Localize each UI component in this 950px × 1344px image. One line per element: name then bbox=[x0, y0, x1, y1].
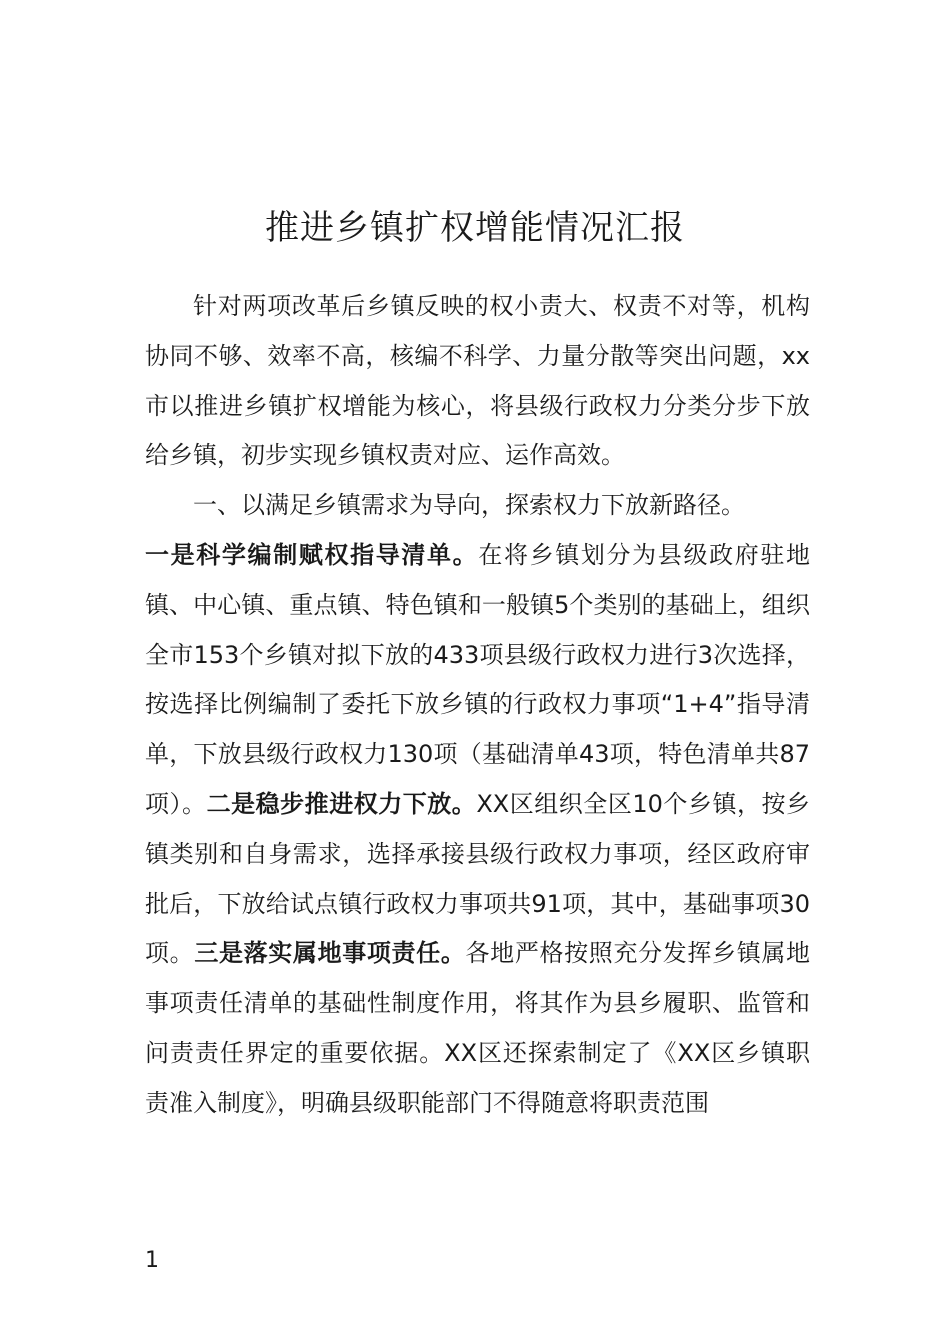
intro-paragraph: 针对两项改革后乡镇反映的权小责大、权责不对等，机构协同不够、效率不高，核编不科学、力量分散等突出问题，xx市以推进乡镇扩权增能为核心，将县级行政权力分类分步下放给乡镇，初步实现乡镇权责对应、运作高效。 bbox=[145, 292, 810, 470]
point-1-text: 在将乡镇划分为县级政府驻地镇、中心镇、重点镇、特色镇和一般镇5个类别的基础上，组织全市153个乡镇对拟下放的433项县级行政权力进行3次选择，按选择比例编制了委托下放乡镇的行政权力事项“1+4”指导清单，下放县级行政权力130项（基础清单43项，特色清单共87项）。 bbox=[145, 540, 811, 818]
document-title: 推进乡镇扩权增能情况汇报 bbox=[265, 207, 685, 248]
point-3-label: 三是落实属地事项责任。 bbox=[194, 939, 466, 968]
point-3-text: 各地严格按照充分发挥乡镇属地事项责任清单的基础性制度作用，将其作为县乡履职、监管和问责责任界定的重要依据。XX区还探索制定了《XX区乡镇职责准入制度》，明确县级职能部门不得随意将职责范围 bbox=[145, 939, 811, 1117]
section-paragraph bbox=[145, 531, 810, 1129]
section-heading: 一、以满足乡镇需求为导向，探索权力下放新路径。 bbox=[193, 491, 745, 520]
document-body bbox=[145, 282, 810, 1129]
point-1-label: 一是科学编制赋权指导清单。 bbox=[145, 540, 479, 569]
point-2-label: 二是稳步推进权力下放。 bbox=[206, 789, 477, 818]
point-2-text: XX区组织全区10个乡镇，按乡镇类别和自身需求，选择承接县级行政权力事项，经区政府审批后，下放给试点镇行政权力事项共91项，其中，基础事项30项。 bbox=[145, 789, 811, 968]
page-number: 1 bbox=[145, 1248, 159, 1273]
